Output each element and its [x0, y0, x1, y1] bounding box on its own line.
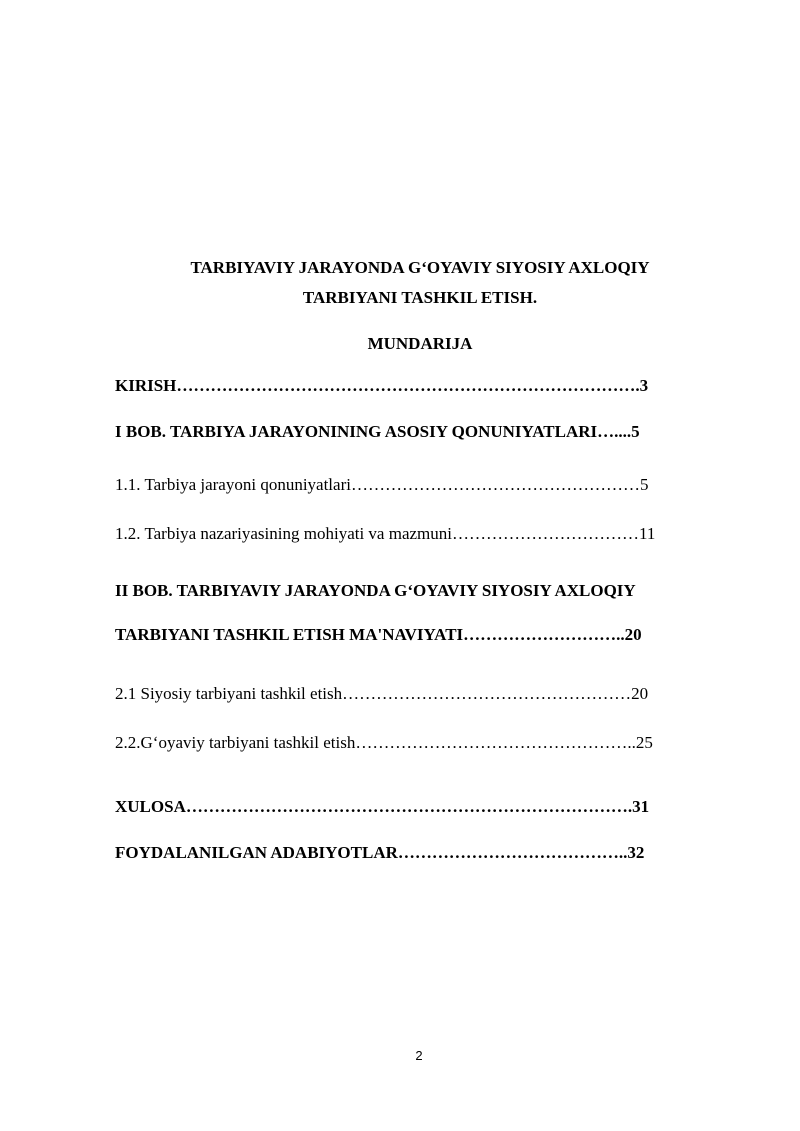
document-title-line-1: TARBIYAVIY JARAYONDA G‘OYAVIY SIYOSIY AXLOQIY	[190, 258, 650, 277]
contents-heading: MUNDARIJA	[367, 334, 473, 353]
toc-entry-section-1-1: 1.1. Tarbiya jarayoni qonuniyatlari……………………………………………5	[115, 475, 649, 494]
toc-entry-conclusion: XULOSA…………………………………………………………………….31	[115, 797, 650, 816]
toc-entry-introduction: KIRISH……………………………………………………………………….3	[115, 376, 649, 395]
toc-entry-chapter-2-line-2: TARBIYANI TASHKIL ETISH MA'NAVIYATI………………………..20	[115, 625, 642, 644]
toc-entry-chapter-1: I BOB. TARBIYA JARAYONINING ASOSIY QONUNIYATLARI…....5	[115, 422, 640, 441]
toc-entry-chapter-2-line-1: II BOB. TARBIYAVIY JARAYONDA G‘OYAVIY SIYOSIY AXLOQIY	[115, 581, 636, 600]
toc-entry-references: FOYDALANILGAN ADABIYOTLAR…………………………………..32	[115, 843, 645, 862]
document-title-line-2: TARBIYANI TASHKIL ETISH.	[302, 288, 538, 307]
toc-entry-section-2-2: 2.2.G‘oyaviy tarbiyani tashkil etish…………………………………………..25	[115, 733, 653, 752]
toc-entry-section-1-2: 1.2. Tarbiya nazariyasining mohiyati va mazmuni……………………………11	[115, 524, 656, 543]
page-number: 2	[415, 1048, 423, 1063]
toc-entry-section-2-1: 2.1 Siyosiy tarbiyani tashkil etish……………………………………………20	[115, 684, 649, 703]
